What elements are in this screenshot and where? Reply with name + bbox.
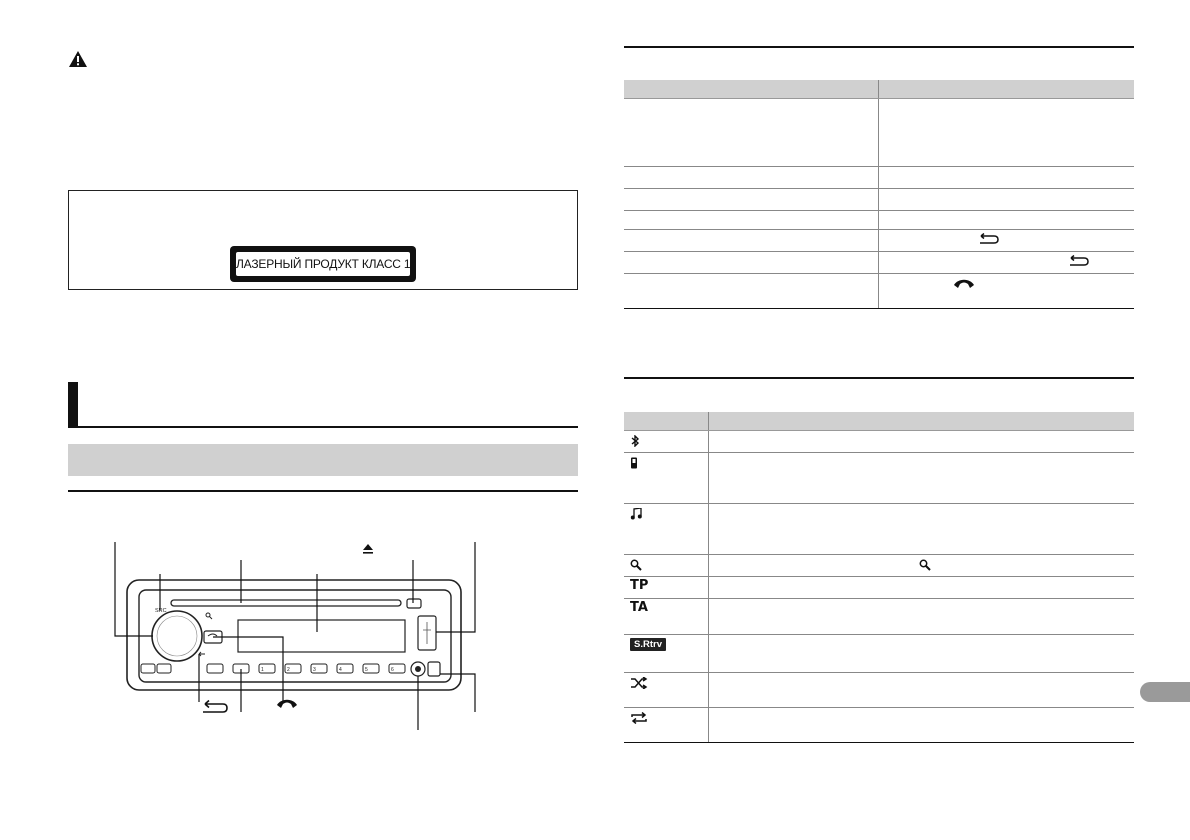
warning-triangle-icon — [68, 50, 88, 68]
svg-text:5: 5 — [365, 667, 368, 673]
phone-handset-icon — [277, 700, 297, 708]
multi-control-dial — [152, 611, 202, 661]
indicator-table — [624, 412, 1134, 743]
subsection-bar — [68, 444, 578, 476]
back-arrow-icon — [1069, 255, 1089, 267]
top-right-rule — [624, 46, 1134, 48]
svg-text:4: 4 — [339, 667, 342, 673]
laser-class-text: ЛАЗЕРНЫЙ ПРОДУКТ КЛАСС 1 — [236, 252, 410, 276]
music-note-icon — [630, 508, 642, 520]
eject-icon — [363, 544, 373, 554]
svg-text:3: 3 — [313, 667, 316, 673]
subsection-rule — [68, 490, 578, 492]
shuffle-icon — [630, 677, 648, 689]
search-icon — [630, 559, 642, 571]
tp-indicator: TP — [624, 577, 709, 599]
bluetooth-icon — [630, 435, 640, 447]
mid-right-rule — [624, 377, 1134, 379]
svg-text:1: 1 — [261, 667, 264, 673]
section-marker — [68, 382, 78, 426]
svg-text:2: 2 — [287, 667, 290, 673]
detach-button — [428, 662, 440, 676]
svg-text:SRC: SRC — [155, 608, 167, 614]
operation-table — [624, 80, 1134, 309]
eject-button — [407, 599, 421, 608]
head-unit-diagram — [95, 532, 495, 742]
back-arrow-icon — [203, 701, 227, 713]
language-side-tab — [1140, 682, 1190, 702]
disc-slot — [171, 600, 401, 606]
laser-class-label — [230, 246, 416, 282]
display-window — [238, 620, 405, 652]
ta-indicator: TA — [624, 599, 709, 635]
repeat-icon — [630, 712, 648, 724]
search-icon — [919, 559, 931, 571]
sound-retriever-indicator: S.Rtrv — [630, 638, 666, 651]
back-arrow-icon — [979, 233, 999, 245]
svg-text:6: 6 — [391, 667, 394, 673]
mobile-phone-icon — [630, 457, 638, 469]
section-rule — [68, 426, 578, 428]
phone-handset-icon — [953, 278, 975, 290]
